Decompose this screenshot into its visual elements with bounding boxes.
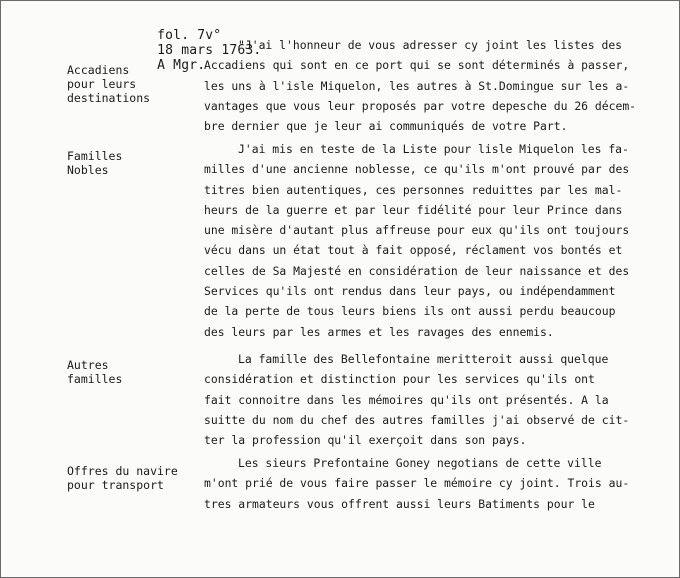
text-line: vécu dans un état tout à fait opposé, réclament vos bontés et — [204, 243, 623, 258]
text-line: milles d'une ancienne noblesse, ce qu'ils m'ont prouvé par des — [204, 162, 630, 177]
text-line: ter la profession qu'il exerçoit dans son pays. — [204, 433, 527, 448]
paragraph-accadiens — [204, 35, 637, 136]
margin-line: pour transport — [67, 478, 164, 492]
margin-line: Offres du navire — [67, 464, 178, 478]
margin-line: Accadiens — [67, 63, 130, 77]
margin-line: Nobles — [67, 163, 109, 177]
text-line: Les sieurs Prefontaine Goney negotians de cette ville — [238, 456, 602, 470]
text-line: celles de Sa Majesté en considération de leur naissance et des — [204, 263, 630, 278]
paragraph-autres-familles — [204, 349, 630, 450]
text-line: fait connoitre dans les mémoires qu'ils ont présentés. A la — [204, 392, 609, 407]
text-line: une misère d'autant plus affreuse pour eux qu'ils ont toujours — [204, 223, 630, 238]
text-line: Accadiens qui sont en ce port qui se sont déterminés à passer, — [204, 58, 630, 73]
letter-recipient: A Mgr. — [157, 58, 206, 73]
text-line: Services qu'ils ont rendus dans leur pays, ou indépendamment — [204, 284, 616, 299]
margin-line: familles — [67, 372, 123, 386]
paragraph-familles-nobles — [204, 139, 630, 342]
text-line: "J'ai l'honneur de vous adresser cy joint les listes des — [238, 38, 623, 52]
margin-line: destinations — [67, 91, 151, 105]
margin-line: Autres — [67, 358, 109, 372]
margin-line: Familles — [67, 149, 123, 163]
margin-note-familles-nobles — [67, 149, 187, 177]
folio-number: fol. 7v° — [157, 28, 222, 43]
text-line: bre dernier que je leur ai communiqués de votre Part. — [204, 119, 568, 134]
text-line: suitte du nom du chef des autres familles j'ai observé de cit- — [204, 412, 630, 427]
paragraph-offres-navire — [204, 453, 630, 514]
text-line: J'ai mis en teste de la Liste pour lisle Miquelon les fa- — [238, 142, 629, 156]
text-line: titres bien autentiques, ces personnes reduittes par les mal- — [204, 182, 623, 197]
text-line: de la perte de tous leurs biens ils ont aussi perdu beaucoup — [204, 304, 616, 319]
margin-note-autres-familles — [67, 358, 187, 386]
margin-note-accadiens — [67, 63, 187, 105]
letter-date: 18 mars 1763. — [157, 43, 262, 58]
margin-note-offres-navire — [67, 464, 187, 492]
text-line: les uns à l'isle Miquelon, les autres à St.Domingue sur les a- — [204, 78, 630, 93]
text-line: vantages que vous leur proposés par votre depesche du 26 décem- — [204, 98, 637, 113]
margin-line: pour leurs — [67, 77, 137, 91]
text-line: La famille des Bellefontaine meritteroit aussi quelque — [238, 352, 609, 366]
text-line: des leurs par les armes et les ravages des ennemis. — [204, 324, 554, 339]
text-line: tres armateurs vous offrent aussi leurs Batiments pour le — [204, 496, 595, 511]
text-line: heurs de la guerre et par leur fidélité pour leur Prince dans — [204, 202, 623, 217]
text-line: m'ont prié de vous faire passer le mémoire cy joint. Trois au- — [204, 476, 630, 491]
text-line: considération et distinction pour les services qu'ils ont — [204, 372, 595, 387]
